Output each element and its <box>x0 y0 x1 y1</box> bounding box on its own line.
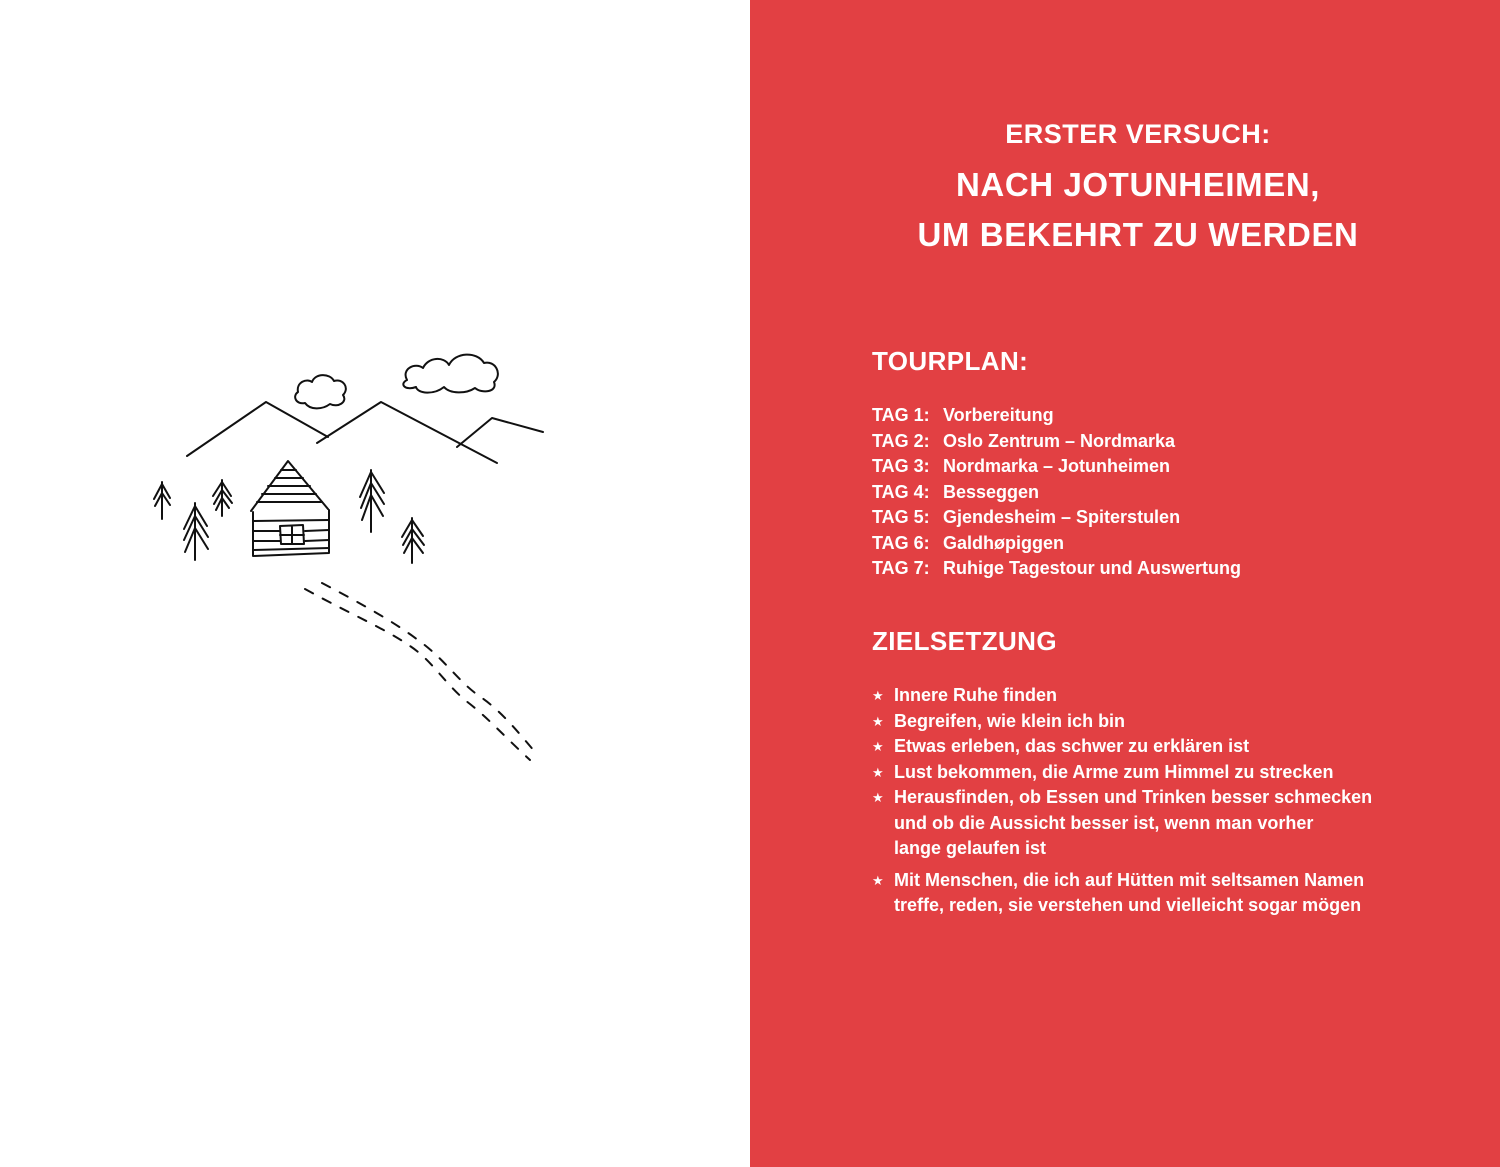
tourplan-day: TAG 5: <box>872 507 930 527</box>
tourplan-day: TAG 3: <box>872 456 930 476</box>
chapter-title-line: NACH JOTUNHEIMEN, <box>955 166 1321 203</box>
tourplan-route: Nordmarka – Jotunheimen <box>943 456 1171 476</box>
tourplan-day: TAG 7: <box>872 558 930 578</box>
tourplan-item <box>872 556 1241 582</box>
goal-text-line: Begreifen, wie klein ich bin <box>894 710 1126 731</box>
goal-item <box>872 868 1432 919</box>
goal-text-line: lange gelaufen ist <box>894 838 1047 858</box>
footprint-trail-offset <box>322 583 535 752</box>
goal-item <box>872 709 1432 735</box>
cloud-small <box>295 375 346 408</box>
tourplan-day: TAG 2: <box>872 430 930 451</box>
goal-item <box>872 683 1432 709</box>
goal-text-line: und ob die Aussicht besser ist, wenn man vorher <box>894 812 1314 833</box>
star-icon: ★ <box>872 713 884 729</box>
zielsetzung-heading: ZIELSETZUNG <box>872 626 1057 656</box>
goal-item <box>872 760 1432 786</box>
chapter-title-line: UM BEKEHRT ZU WERDEN <box>917 216 1359 253</box>
right-page <box>750 0 1500 1167</box>
tourplan-route: Oslo Zentrum – Nordmarka <box>943 430 1176 451</box>
tourplan-item <box>872 403 1241 429</box>
goal-text-line: Herausfinden, ob Essen und Trinken besser schmecken <box>894 787 1373 807</box>
mountain-left-line <box>187 402 328 456</box>
tourplan-item <box>872 429 1241 455</box>
tourplan-route: Gjendesheim – Spiterstulen <box>943 507 1181 527</box>
tourplan-route: Ruhige Tagestour und Auswertung <box>943 558 1241 578</box>
goal-text-line: Innere Ruhe finden <box>894 685 1058 705</box>
chapter-kicker: ERSTER VERSUCH: <box>1005 119 1271 149</box>
star-icon: ★ <box>872 764 884 780</box>
tree-2 <box>213 480 232 516</box>
tourplan-day: TAG 4: <box>872 481 930 502</box>
tourplan-item <box>872 480 1241 506</box>
star-icon: ★ <box>872 790 884 805</box>
mountain-middle-line <box>317 402 497 463</box>
mountain-right-line <box>457 418 543 447</box>
goal-text-line: Mit Menschen, die ich auf Hütten mit seltsamen Namen <box>894 869 1365 890</box>
tree-1 <box>154 482 170 519</box>
cabin-window <box>280 525 304 544</box>
tourplan-item <box>872 454 1241 480</box>
tourplan-item <box>872 531 1241 557</box>
tourplan-heading: TOURPLAN: <box>872 346 1029 376</box>
star-icon: ★ <box>872 688 884 703</box>
cloud-large <box>403 355 498 393</box>
tourplan-day: TAG 1: <box>872 405 930 425</box>
tourplan-day: TAG 6: <box>872 532 930 553</box>
tourplan-item <box>872 505 1241 531</box>
goal-item <box>872 785 1432 862</box>
footprint-trail <box>305 589 530 760</box>
tourplan-list <box>872 403 1241 582</box>
tree-3 <box>184 503 208 560</box>
zielsetzung-list <box>872 683 1432 919</box>
star-icon: ★ <box>872 872 884 888</box>
tree-5 <box>402 518 424 563</box>
goal-text-line: Lust bekommen, die Arme zum Himmel zu strecken <box>894 761 1334 782</box>
tourplan-route: Besseggen <box>943 481 1040 502</box>
tree-4 <box>360 470 384 532</box>
goal-text-line: Etwas erleben, das schwer zu erklären ist <box>894 736 1250 756</box>
tourplan-route: Vorbereitung <box>943 405 1054 425</box>
goal-text-line: treffe, reden, sie verstehen und vielleicht sogar mögen <box>894 895 1362 915</box>
goal-item <box>872 734 1432 760</box>
star-icon: ★ <box>872 739 884 754</box>
cabin-roof-lines <box>257 470 322 502</box>
tourplan-route: Galdhøpiggen <box>943 532 1064 553</box>
chapter-title <box>750 160 1500 260</box>
